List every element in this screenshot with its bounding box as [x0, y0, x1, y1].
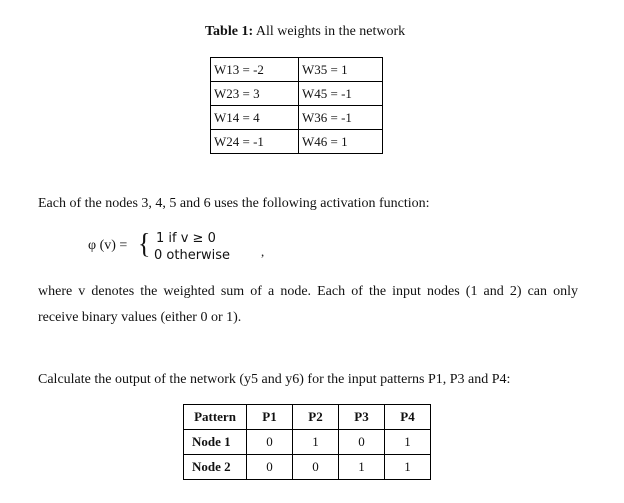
pattern-col-header: P4 — [385, 405, 431, 430]
table-row — [211, 82, 383, 106]
where-paragraph — [38, 279, 578, 331]
pattern-value: 0 — [247, 455, 293, 480]
weights-table — [210, 57, 383, 154]
where-line-1: where v denotes the weighted sum of a node. Each of the input nodes (1 and 2) can only — [38, 284, 578, 299]
calculate-paragraph: Calculate the output of the network (y5 and y6) for the input patterns P1, P3 and P4: — [38, 372, 511, 387]
pattern-value: 0 — [339, 430, 385, 455]
pattern-col-header: P1 — [247, 405, 293, 430]
patterns-table — [183, 404, 431, 480]
formula-brace: { — [138, 227, 151, 260]
formula-lhs: φ (v) = — [88, 238, 128, 253]
activation-paragraph: Each of the nodes 3, 4, 5 and 6 uses the following activation function: — [38, 196, 430, 211]
node-label: Node 1 — [184, 430, 247, 455]
pattern-value: 1 — [293, 430, 339, 455]
weight-cell: W45 = -1 — [299, 82, 383, 106]
weight-cell: W23 = 3 — [211, 82, 299, 106]
pattern-header: Pattern — [184, 405, 247, 430]
table-row — [184, 455, 431, 480]
formula-cases — [154, 230, 230, 264]
weight-cell: W14 = 4 — [211, 106, 299, 130]
table-row — [184, 430, 431, 455]
formula-trail: , — [261, 244, 265, 259]
weight-cell: W13 = -2 — [211, 58, 299, 82]
pattern-value: 0 — [293, 455, 339, 480]
pattern-value: 0 — [247, 430, 293, 455]
pattern-value: 1 — [385, 455, 431, 480]
weight-cell: W24 = -1 — [211, 130, 299, 154]
pattern-value: 1 — [339, 455, 385, 480]
pattern-value: 1 — [385, 430, 431, 455]
where-line-2: receive binary values (either 0 or 1). — [38, 310, 242, 325]
table-header-row — [184, 405, 431, 430]
table-caption-text: All weights in the network — [255, 24, 406, 39]
weight-cell: W46 = 1 — [299, 130, 383, 154]
formula-case-2: 0 otherwise — [154, 248, 231, 263]
formula-case-1: 1 if v ≥ 0 — [156, 231, 216, 246]
table-row — [211, 58, 383, 82]
table-caption — [205, 24, 405, 40]
table-row — [211, 130, 383, 154]
table-caption-label: Table 1: — [205, 24, 254, 39]
pattern-col-header: P2 — [293, 405, 339, 430]
weight-cell: W35 = 1 — [299, 58, 383, 82]
node-label: Node 2 — [184, 455, 247, 480]
table-row — [211, 106, 383, 130]
weight-cell: W36 = -1 — [299, 106, 383, 130]
pattern-col-header: P3 — [339, 405, 385, 430]
